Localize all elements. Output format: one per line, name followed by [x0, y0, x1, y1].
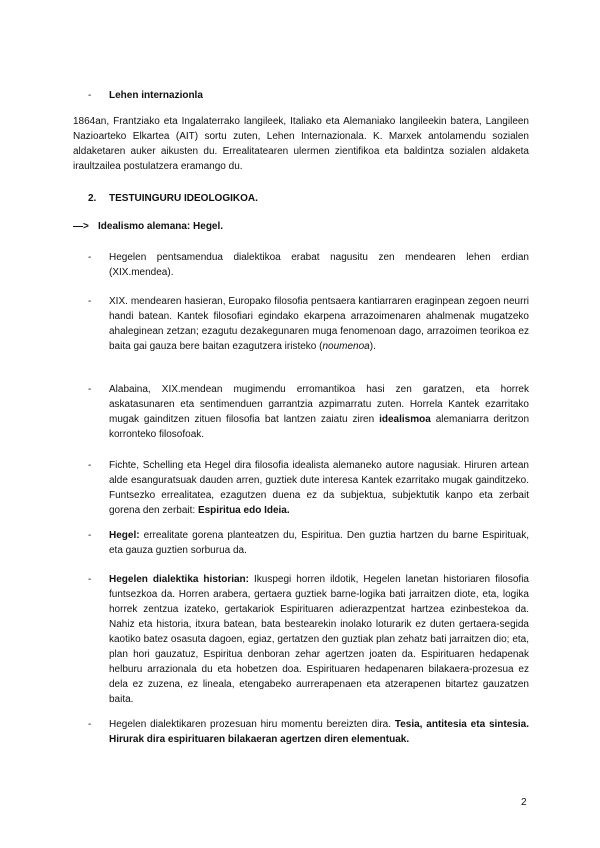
- section-heading: Lehen internazionla: [109, 90, 203, 101]
- item-text: alemaniarra deritzon korronteko filosofoak.: [109, 414, 530, 440]
- list-item: [109, 717, 529, 747]
- item-bold-term: Hegelen dialektika historian:: [109, 574, 249, 585]
- list-dash: -: [88, 252, 92, 263]
- section-heading: TESTUINGURU IDEOLOGIKOA.: [109, 193, 258, 204]
- item-italic-term: noumenoa: [322, 341, 370, 352]
- section-number: 2.: [88, 193, 97, 204]
- list-dash: -: [88, 460, 92, 471]
- item-bold-term: Tesia, antitesia eta sintesia. Hirurak dira espirituaren bilakaeran agertzen diren elementuak.: [109, 719, 529, 745]
- item-text: Ikuspegi horren ildotik, Hegelen lanetan historiaren filosofia funtsezkoa da. Horren arabera, gertaera guztiek barne-logika bati jarraitzen diote, eta, logika horrek zentzua izateko, gertakariok Espirituaren adierazpentzat hartzea ezinbestekoa da. Nahiz eta historia, itxura batean, bata bestearekin inolako loturarik ez duten gertaera-segida kaotiko batez osasuta dagoen, egiaz, gertatzen den guztiak plan zehatz bati jarraitzen dio; eta, plan hori gauzatuz, Espiritua denboran zehar agertzen joaten da. Espirituaren hedapenak helburu arrazionala du eta hobetzen doa. Espirituaren hedapenaren bilakaera-prozesua ez dela ez zuzena, ez lineala, etengabeko aurrerapenaen eta atzerapenen bitartez gauzatzen baita.: [109, 574, 529, 705]
- list-dash: -: [88, 384, 92, 395]
- list-item: [109, 528, 529, 558]
- list-item: [109, 382, 529, 442]
- item-bold-term: idealismoa: [379, 414, 431, 425]
- item-text: XIX. mendearen hasieran, Europako filosofia pentsaera kantiarraren eraginpean zegoen neurri handi batean. Kantek filosofiari egindako ekarpena arrazoimenaren ahalmenak mugatzeko ahaleginean zetzan; ezagutu dezakegunaren muga fenomenoan dago, arrazoimen teorikoa ez baita gai gauza bere baitan ezagutzera iristeko (: [109, 296, 529, 352]
- item-bold-term: Espiritua edo Ideia.: [197, 505, 290, 516]
- list-dash: -: [88, 530, 92, 541]
- subheading: Idealismo alemana: Hegel.: [98, 221, 224, 232]
- list-item: [109, 294, 529, 354]
- item-text: Fichte, Schelling eta Hegel dira filosofia idealista alemaneko autore nagusiak. Hiruren artean alde esanguratsuak dauden arren, guztiek dute interesa Kantek ezarritako mugak gainditzeko. Funtsezko errealitatea, ezagutzen duena ez da subjektua, subjektutik kanpo eta zerbait gorena den zerbait:: [109, 460, 529, 516]
- item-text: errealitate gorena planteatzen du, Espiritua. Den guztia hartzen du barne Espirituak, eta gauza guztien sorburua da.: [109, 530, 529, 556]
- arrow-marker: —>: [73, 221, 89, 232]
- item-text: ).: [369, 341, 376, 352]
- list-dash: -: [88, 296, 92, 307]
- item-text: Hegelen pentsamendua dialektikoa erabat nagusitu zen mendearen lehen erdian (XIX.mendea).: [109, 252, 529, 278]
- page-number: 2: [521, 797, 527, 808]
- item-text: Hegelen dialektikaren prozesuan hiru momentu bereizten dira.: [109, 719, 395, 730]
- item-text: Alabaina, XIX.mendean mugimendu erromantikoa hasi zen garatzen, eta horrek askatasunaren eta sentimenduen garrantzia azpimarratu zuten. Horrela Kantek ezarritako mugak gainditzen zituen filosofia bat lantzen zaiatu ziren: [109, 384, 529, 425]
- section-bullet: -: [88, 90, 92, 101]
- intro-paragraph: 1864an, Frantziako eta Ingalaterrako langileek, Italiako eta Alemaniako langileekin batera, Langileen Nazioarteko Elkartea (AIT) sortu zuten, Lehen Internazionala. K. Marxek antolamendu sozialen aldaketaren auker aikusten du. Errealitatearen ulermen zientifikoa eta baldintza sozialen aldaketa iraultzailea postulatzera eramango du.: [73, 116, 529, 172]
- list-dash: -: [88, 719, 92, 730]
- list-item: [109, 458, 529, 518]
- list-dash: -: [88, 574, 92, 585]
- list-item: [109, 572, 529, 707]
- item-bold-term: Hegel:: [109, 530, 140, 541]
- list-item: [109, 250, 529, 280]
